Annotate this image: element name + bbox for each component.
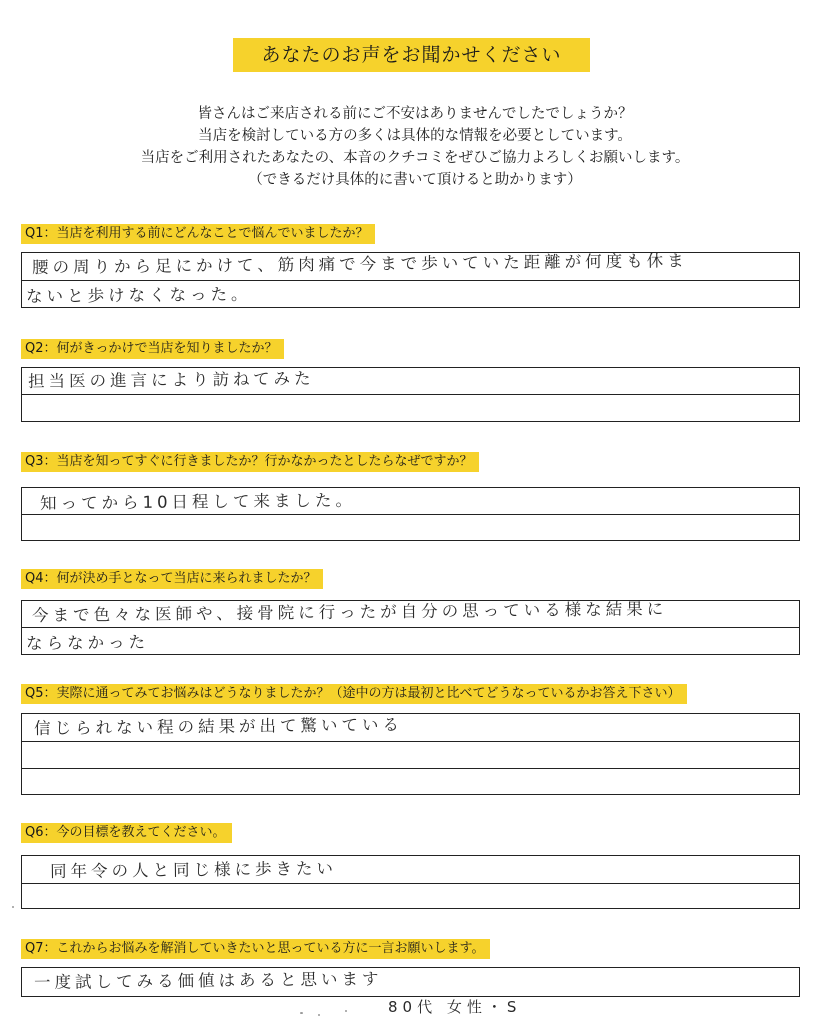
- answer-7-line-1: 一度試してみる価値はあると思います: [33, 969, 383, 992]
- scan-speck: [12, 906, 14, 908]
- answer-divider: [22, 741, 799, 742]
- page-title: あなたのお声をお聞かせください: [233, 38, 590, 72]
- question-7-label: Q7：これからお悩みを解消していきたいと思っている方に一言お願いします。: [21, 939, 490, 959]
- answer-4-line-1: 今まで色々な医師や、接骨院に行ったが自分の思っている様な結果に: [31, 599, 668, 625]
- answer-1-line-2: ないと歩けなくなった。: [25, 284, 252, 306]
- question-1-label: Q1：当店を利用する前にどんなことで悩んでいましたか？: [21, 224, 375, 244]
- intro-line: 当店を検討している方の多くは具体的な情報を必要としています。: [198, 128, 632, 144]
- answer-6-line-1: 同年令の人と同じ様に歩きたい: [49, 858, 338, 881]
- scan-speck: [318, 1014, 320, 1016]
- answer-4-line-2: ならなかった: [25, 632, 150, 653]
- question-6-label: Q6：今の目標を教えてください。: [21, 823, 232, 843]
- answer-divider: [22, 883, 799, 884]
- answer-divider: [22, 394, 799, 395]
- question-5-label: Q5：実際に通ってみてお悩みはどうなりましたか？（途中の方は最初と比べてどうなっているかお答え下さい）: [21, 684, 687, 704]
- scan-speck: [300, 1012, 303, 1014]
- answer-2-line-1: 担当医の進言により訪ねてみた: [27, 368, 315, 391]
- question-3-label: Q3：当店を知ってすぐに行きましたか？行かなかったとしたらなぜですか？: [21, 452, 479, 472]
- answer-divider: [22, 514, 799, 515]
- answer-3-line-1: 知ってから10日程して来ました。: [39, 490, 357, 513]
- intro-line: （できるだけ具体的に書いて頂けると助かります）: [248, 172, 582, 188]
- answer-1-line-1: 腰の周りから足にかけて、筋肉痛で今まで歩いていた距離が何度も休ま: [31, 251, 688, 277]
- intro-line: 皆さんはご来店される前にご不安はありませんでしたでしょうか？: [197, 106, 633, 122]
- answer-5-line-1: 信じられない程の結果が出て驚いている: [33, 715, 404, 738]
- question-4-label: Q4：何が決め手となって当店に来られましたか？: [21, 569, 323, 589]
- intro-line: 当店をご利用されたあなたの、本音のクチコミをぜひご協力よろしくお願いします。: [140, 150, 690, 166]
- intro-text: [0, 103, 830, 191]
- question-2-label: Q2：何がきっかけで当店を知りましたか？: [21, 339, 284, 359]
- answer-divider: [22, 768, 799, 769]
- scan-speck: [345, 1010, 347, 1012]
- signature: 80代 女性・S: [388, 998, 522, 1016]
